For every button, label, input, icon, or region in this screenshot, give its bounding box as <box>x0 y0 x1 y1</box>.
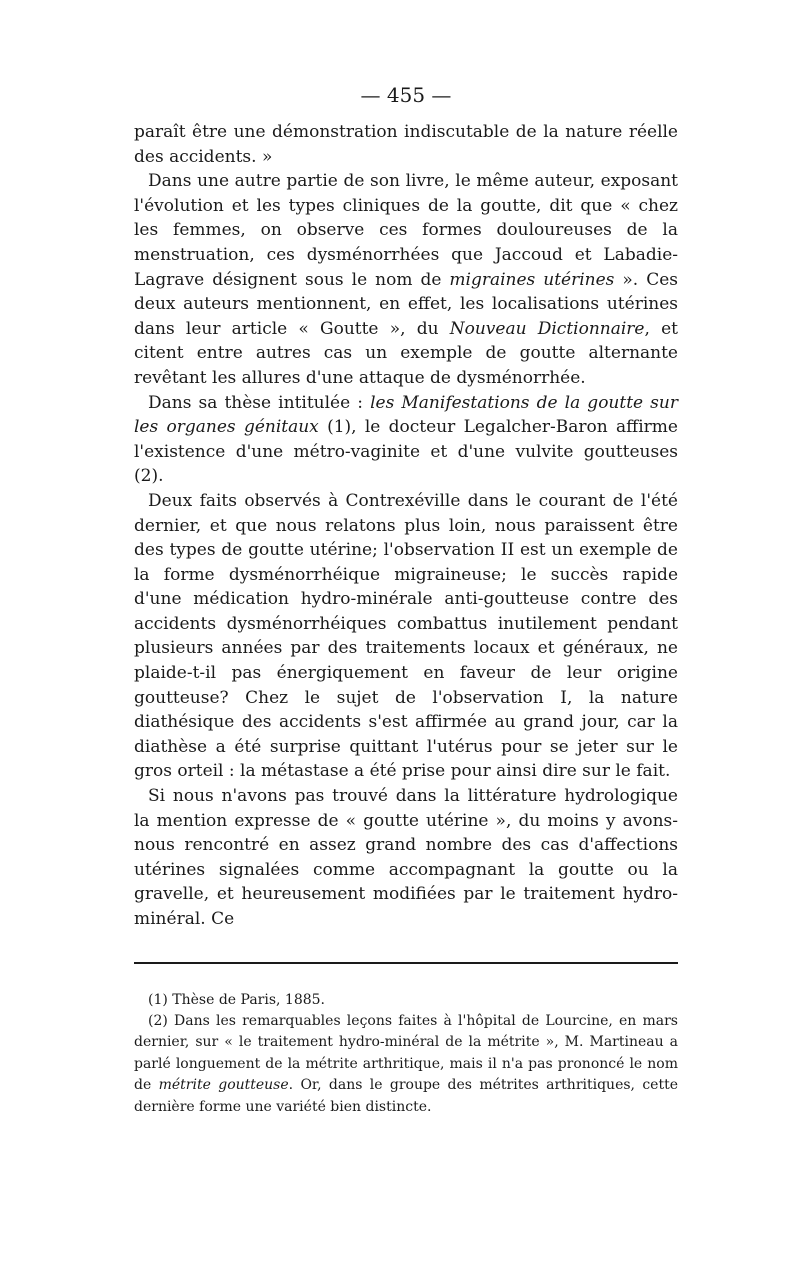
text-segment: Si nous n'avons pas trouvé dans la littérature hydrologique la mention expresse de « goutte utérine », du moins y avons-nous rencontré en assez grand nombre des cas d'affections utérines signalées comme accompagnant la goutte ou la gravelle, et heureusement modifiées par le traitement hydro-minéral. Ce <box>134 786 678 929</box>
paragraph-4 <box>134 489 678 784</box>
text-segment: . Or, dans le groupe des métrites arthritiques, cette dernière forme une variété bien distincte. <box>134 1077 678 1115</box>
body-text <box>134 120 678 932</box>
text-segment: , et citent entre autres cas un exemple de goutte alternante revêtant les allures d'une attaque de dysménorrhée. <box>134 318 678 388</box>
italic-text-segment: les Manifestations de la goutte sur les organes génitaux <box>134 392 678 438</box>
text-segment: Dans sa thèse intitulée : <box>148 392 371 413</box>
footnote-1 <box>134 990 678 1011</box>
text-segment: (1) Thèse de Paris, 1885. <box>148 991 326 1008</box>
footnote-2 <box>134 1011 678 1118</box>
text-segment: (1), le docteur Legalcher-Baron affirme l'existence d'une métro-vaginite et d'une vulvite goutteuses (2). <box>134 417 678 487</box>
text-segment: Dans une autre partie de son livre, le même auteur, exposant l'évolution et les types cliniques de la goutte, dit que « chez les femmes, on observe ces formes douloureuses de la menstruation, ces dysménorrhées que Jaccoud et Labadie-Lagrave désignent sous le nom de <box>134 171 678 290</box>
text-segment: (2) Dans les remarquables leçons faites à l'hôpital de Lourcine, en mars dernier, sur « le traitement hydro-minéral de la métrite », M. Martineau a parlé longuement de la métrite arthritique, mais il n'a pas prononcé le nom de <box>134 1013 678 1094</box>
footnote-divider <box>134 962 678 964</box>
text-segment: ». Ces deux auteurs mentionnent, en effet, les localisations utérines dans leur article « Goutte », du <box>134 269 679 339</box>
italic-text-segment: métrite goutteuse <box>158 1077 289 1094</box>
page-number: — 455 — <box>360 83 452 107</box>
paragraph-2 <box>134 169 678 390</box>
text-segment: Deux faits observés à Contrexéville dans le courant de l'été dernier, et que nous relatons plus loin, nous paraissent être des types de goutte utérine; l'observation II est un exemple de la forme dysménorrhéique migraineuse; le succès rapide d'une médication hydro-minérale anti-goutteuse contre des accidents dysménorrhéiques combattus inutilement pendant plusieurs années par des traitements locaux et généraux, ne plaide-t-il pas énergiquement en faveur de leur origine goutteuse? Chez le sujet de l'observation I, la nature diathésique des accidents s'est affirmée au grand jour, car la diathèse a été surprise quittant l'utérus pour se jeter sur le gros orteil : la métastase a été prise pour ainsi dire sur le fait. <box>134 490 678 782</box>
footnotes <box>134 990 678 1118</box>
book-page <box>134 82 678 1118</box>
italic-text-segment: migraines utérines <box>449 269 615 290</box>
text-segment: paraît être une démonstration indiscutable de la nature réelle des accidents. » <box>134 122 678 167</box>
paragraph-5 <box>134 784 678 932</box>
italic-text-segment: Nouveau Dictionnaire <box>449 318 645 339</box>
paragraph-1 <box>134 120 678 169</box>
paragraph-3 <box>134 391 678 489</box>
